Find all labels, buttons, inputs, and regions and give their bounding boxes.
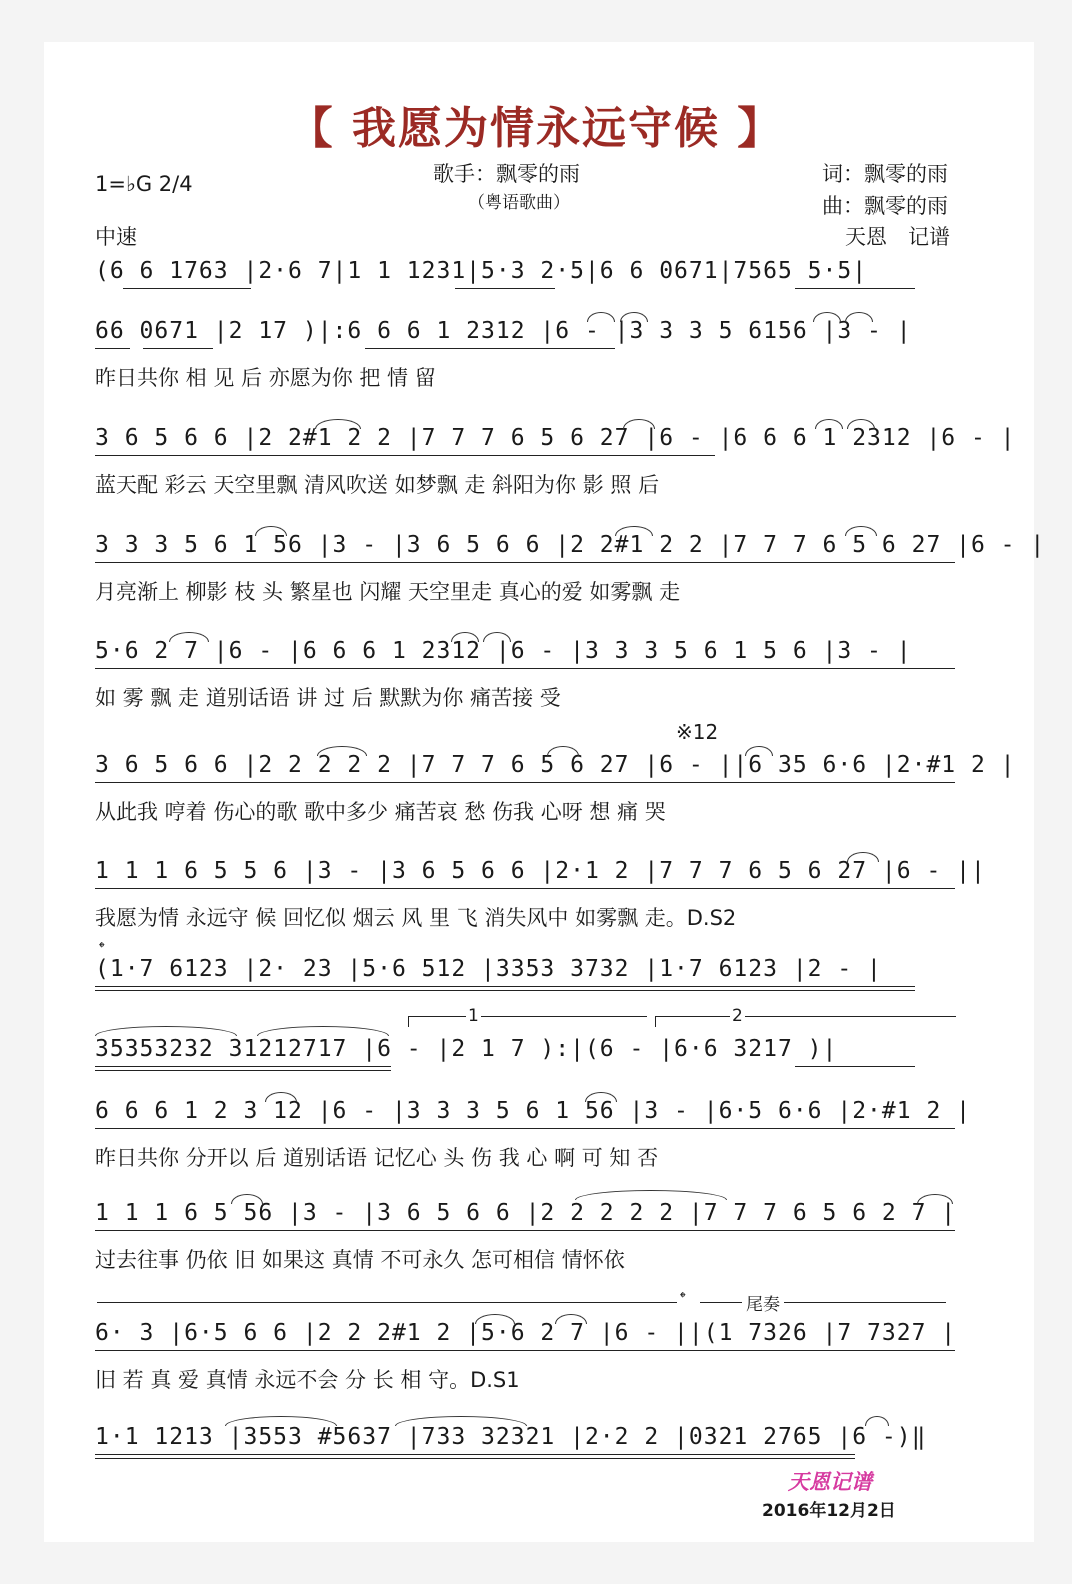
transcriber-watermark: 天恩记谱 [788, 1470, 872, 1494]
notation-line: 1 1 1 6 5 5 6 |3 - |3 6 5 6 6 |2·1 2 |7 7 7 6 5 6 27 |6 - || [95, 858, 986, 884]
notation-line: 6 6 6 1 2 3 12 |6 - |3 3 3 5 6 1 56 |3 - |6·5 6·6 |2·#1 2 | [95, 1098, 971, 1124]
lyric-line: 昨日共你 分开以 后 道别话语 记忆心 头 伤 我 心 啊 可 知 否 [95, 1146, 659, 1170]
lyric-line: 过去往事 仍依 旧 如果这 真情 不可永久 怎可相信 情怀依 [95, 1248, 625, 1272]
coda-sign-icon: 𝄌 [99, 938, 105, 957]
genre: （粤语歌曲） [468, 193, 570, 213]
notation-line: (1·7 6123 |2· 23 |5·6 512 |3353 3732 |1·7 6123 |2 - | [95, 956, 882, 982]
notation-line: 3 6 5 6 6 |2 2 2 2 2 |7 7 7 6 5 6 27 |6 - ||6 35 6·6 |2·#1 2 | [95, 752, 1016, 778]
segno-marker: ※12 [676, 720, 719, 744]
notation-line: 5·6 2 7 |6 - |6 6 6 1 2312 |6 - |3 3 3 5 6 1 5 6 |3 - | [95, 638, 912, 664]
repeat-line [97, 1302, 677, 1303]
lyric-line: 蓝天配 彩云 天空里飘 清风吹送 如梦飘 走 斜阳为你 影 照 后 [95, 473, 660, 497]
ending-line [700, 1302, 946, 1303]
volta-1-label: 1 [468, 1006, 479, 1026]
date: 2016年12月2日 [762, 1501, 896, 1521]
notation-line: 66 0671 |2 17 )|:6 6 6 1 2312 |6 - |3 3 3 5 6156 |3 - | [95, 318, 912, 344]
song-title: 【 我愿为情永远守候 】 [288, 103, 784, 154]
lyric-line: 月亮渐上 柳影 枝 头 繁星也 闪耀 天空里走 真心的爱 如雾飘 走 [95, 580, 681, 604]
transcriber: 天恩 记谱 [845, 225, 950, 249]
notation-line: 1·1 1213 |3553 #5637 |733 32321 |2·2 2 |0321 2765 |6 -)‖ [95, 1424, 927, 1450]
lyric-line: 我愿为情 永远守 候 回忆似 烟云 风 里 飞 消失风中 如雾飘 走。D.S2 [95, 906, 737, 930]
notation-line: 6· 3 |6·5 6 6 |2 2 2#1 2 |5·6 2 7 |6 - ||(1 7326 |7 7327 | [95, 1320, 957, 1346]
key-signature: 1=♭G 2/4 [95, 172, 193, 196]
notation-line: 1 1 1 6 5 56 |3 - |3 6 5 6 6 |2 2 2 2 2 |7 7 7 6 5 6 2 7 | [95, 1200, 957, 1226]
volta-bracket-1 [408, 1016, 647, 1027]
notation-line: 35353232 31212717 |6 - |2 1 7 ):|(6 - |6·6 3217 )| [95, 1036, 838, 1062]
singer: 歌手：飘零的雨 [433, 162, 580, 186]
volta-2-label: 2 [732, 1006, 743, 1026]
volta-bracket-2 [655, 1016, 956, 1027]
notation-line: 3 3 3 5 6 1 56 |3 - |3 6 5 6 6 |2 2#1 2 2 |7 7 7 6 5 6 27 |6 - | [95, 532, 1046, 558]
composer: 曲：飘零的雨 [822, 194, 948, 218]
ending-label: 尾奏 [742, 1290, 784, 1315]
notation-line: (6 6 1763 |2·6 7|1 1 1231|5·3 2·5|6 6 0671|7565 5·5| [95, 258, 868, 284]
lyricist: 词：飘零的雨 [822, 162, 948, 186]
lyric-line: 如 雾 飘 走 道别话语 讲 过 后 默默为你 痛苦接 受 [95, 686, 561, 710]
coda-sign-icon: 𝄌 [680, 1288, 686, 1307]
lyric-line: 旧 若 真 爱 真情 永远不会 分 长 相 守。D.S1 [95, 1368, 520, 1392]
lyric-line: 从此我 哼着 伤心的歌 歌中多少 痛苦哀 愁 伤我 心呀 想 痛 哭 [95, 800, 666, 824]
tempo: 中速 [95, 225, 137, 249]
notation-line: 3 6 5 6 6 |2 2#1 2 2 |7 7 7 6 5 6 27 |6 - |6 6 6 1 2312 |6 - | [95, 425, 1016, 451]
lyric-line: 昨日共你 相 见 后 亦愿为你 把 情 留 [95, 366, 436, 390]
